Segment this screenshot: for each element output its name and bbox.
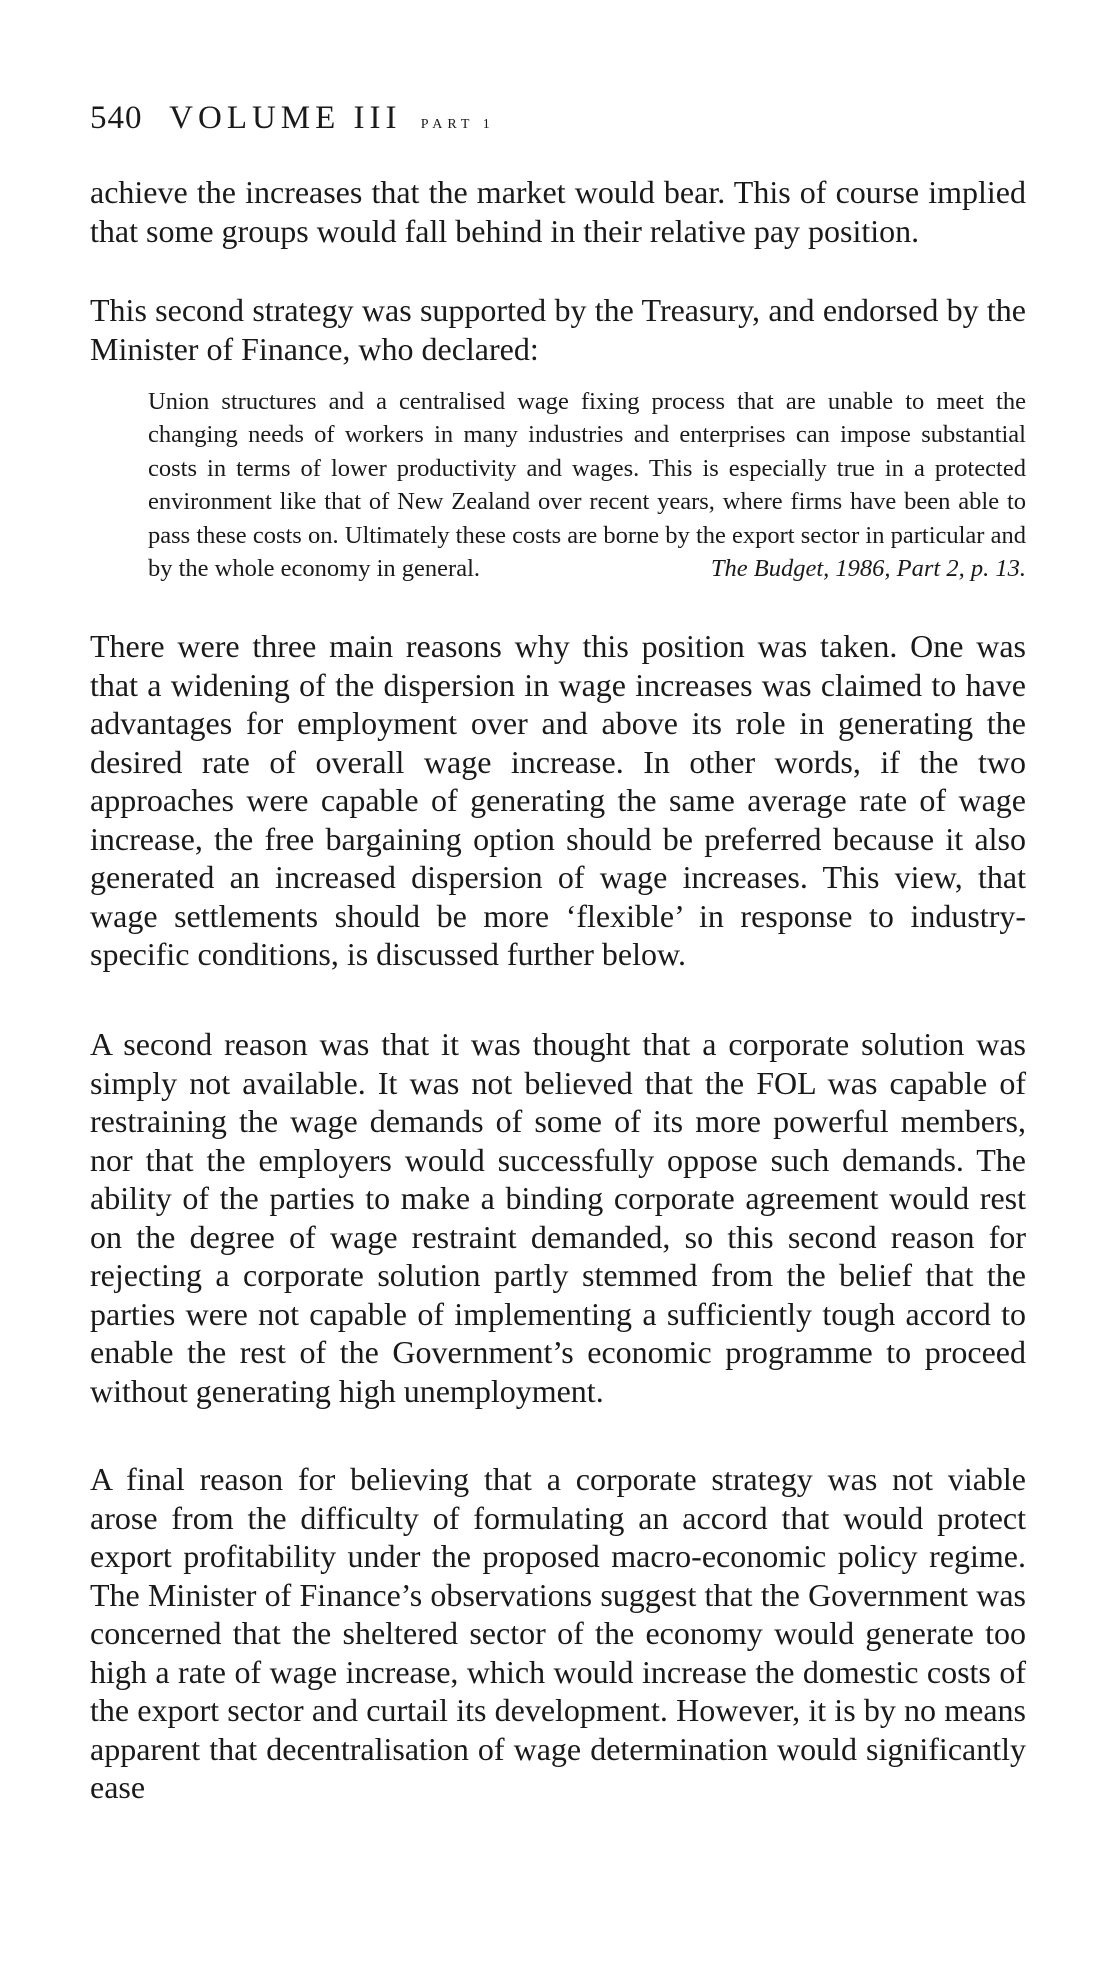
part-label: PART 1 [420,117,495,132]
block-quote [148,385,1026,585]
page-number: 540 [90,100,143,136]
paragraph-3: There were three main reasons why this position was taken. One was that a widening of the dispersion in wage increases was claimed to have advantages for employment over and above its role in generating the desired rate of overall wage increase. In other words, if the two approaches were capable of generating the same average rate of wage increase, the free bargaining option should be preferred because it also generated an increased dispersion of wage increases. This view, that wage settlements should be more ‘flexible’ in response to industry-specific conditions, is discussed further below. [90,628,1026,972]
quote-citation: The Budget, 1986, Part 2, p. 13. [710,555,1026,583]
quote-text: Union structures and a centralised wage fixing process that are unable to meet the changing needs of workers in many industries and enterprises can impose substantial costs in terms of lower productivity and wages. This is especially true in a protected environment like that of New Zealand over recent years, where firms have been able to pass these costs on. Ultimately these costs are borne by the export sector in particular and by the whole economy in general. [148,388,1026,583]
running-header [90,100,495,137]
paragraph-5: A final reason for believing that a corporate strategy was not viable arose from the difficulty of formulating an accord that would protect export profitability under the proposed macro-economic policy regime. The Minister of Finance’s observations suggest that the Government was concerned that the sheltered sector of the economy would generate too high a rate of wage increase, which would increase the domestic costs of the export sector and curtail its development. However, it is by no means apparent that decentralisation of wage determination would significantly ease [90,1461,1026,1805]
paragraph-1: achieve the increases that the market would bear. This of course implied that some groups would fall behind in their relative pay position. [90,174,1026,249]
paragraph-2: This second strategy was supported by the Treasury, and endorsed by the Minister of Finance, who declared: [90,292,1026,367]
volume-label: VOLUME III [169,100,402,136]
paragraph-4: A second reason was that it was thought that a corporate solution was simply not available. It was not believed that the FOL was capable of restraining the wage demands of some of its more powerful members, nor that the employers would successfully oppose such demands. The ability of the parties to make a binding corporate agreement would rest on the degree of wage restraint demanded, so this second reason for rejecting a corporate solution partly stemmed from the belief that the parties were not capable of implementing a sufficiently tough accord to enable the rest of the Government’s economic programme to proceed without generating high unemployment. [90,1026,1026,1409]
